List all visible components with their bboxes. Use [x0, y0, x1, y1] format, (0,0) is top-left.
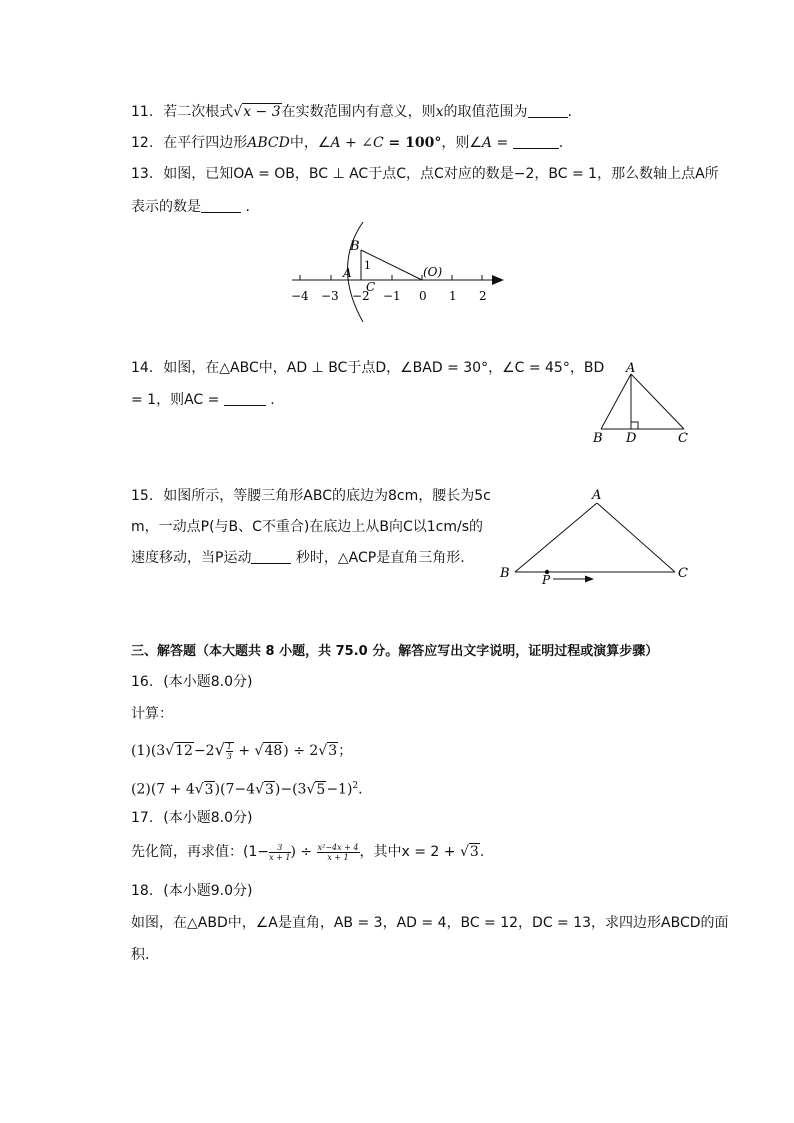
label-c: C: [366, 280, 376, 294]
label-a: A: [592, 488, 602, 503]
angle-a: A: [330, 135, 341, 151]
radicand: 3: [264, 781, 274, 798]
p2-c: )−(3: [274, 781, 307, 798]
period: .: [567, 104, 572, 120]
radicand: 5: [316, 781, 326, 798]
denominator: 3: [226, 751, 232, 761]
q17-mid: ) ÷: [290, 844, 317, 860]
answer-blank[interactable]: [201, 198, 241, 213]
label-b: B: [593, 431, 603, 446]
tick-label: −3: [321, 289, 339, 303]
question-12: [131, 133, 563, 153]
isosceles-triangle-figure: [495, 484, 700, 590]
answer-blank[interactable]: [528, 103, 568, 118]
label-one: 1: [364, 259, 371, 272]
period: .: [245, 199, 250, 215]
tick-label: −1: [383, 289, 401, 303]
question-14-line-1: [131, 358, 604, 378]
variable: x: [435, 104, 444, 120]
question-number: 17.: [131, 810, 154, 826]
denominator: x + 1: [269, 852, 291, 862]
label-p: P: [542, 573, 551, 587]
p1-b: −2: [193, 743, 215, 759]
fraction-2: [317, 843, 360, 862]
question-15-line-1: [131, 486, 491, 506]
radicand: x − 3: [243, 104, 281, 120]
q11-text-b: 在实数范围内有意义，则: [281, 104, 436, 120]
q12-text-c: ，则∠: [441, 135, 482, 151]
q12-eq: = 100°: [383, 135, 442, 151]
question-18-line-2: [131, 945, 149, 965]
radicand: 48: [264, 743, 283, 759]
triangle-abc-figure: [588, 358, 698, 450]
q11-text-c: 的取值范围为: [443, 104, 528, 120]
tick-label: 1: [449, 289, 457, 303]
period: .: [558, 135, 564, 151]
tick-label: −2: [352, 289, 370, 303]
exponent: 2: [352, 781, 359, 791]
q12-text-a: 在平行四边形: [163, 135, 248, 151]
question-15-line-2: [131, 517, 483, 537]
question-17-header: [131, 808, 252, 828]
numerator: 3: [269, 843, 290, 853]
q17-pre: 先化简，再求值：(1−: [131, 844, 270, 860]
p2-b: )(7−4: [214, 781, 256, 798]
tick-label: 0: [419, 289, 427, 303]
question-number: 14.: [131, 360, 154, 376]
question-number: 15.: [131, 488, 154, 504]
p1-e: ；: [338, 743, 353, 759]
question-18-line-1: [131, 913, 729, 933]
period: .: [270, 392, 275, 408]
question-13-line-1: [131, 164, 719, 184]
radical: √x − 3: [233, 104, 281, 120]
radicand: 3: [328, 743, 338, 759]
q15-text-3a: 速度移动，当P运动: [131, 550, 252, 566]
question-number: 16.: [131, 674, 154, 690]
question-number: 11.: [131, 104, 154, 120]
label-d: D: [626, 431, 637, 446]
question-number: 13.: [131, 166, 154, 182]
question-17-body: 先化简，再求值：(1− $\frac{3}{x + 1}$ ) ÷ $\frac{\text{x²−4x + 4}}{x + 1}$ ，其中x = 2 + √3.: [131, 842, 485, 862]
p1-c: +: [238, 743, 251, 759]
side-ac: [631, 374, 684, 429]
motion-arrow-head: [585, 576, 594, 583]
label-c: C: [678, 431, 688, 446]
q15-text: 如图所示，等腰三角形ABC的底边为8cm，腰长为5c: [163, 488, 491, 504]
q12-plus: + ∠: [340, 135, 373, 151]
radicand: 12: [175, 743, 193, 759]
question-14-line-2: [131, 390, 275, 410]
right-angle-mark: [631, 422, 638, 429]
period: .: [358, 781, 363, 798]
q14-text: 如图，在△ABC中，AD ⊥ BC于点D，∠BAD = 30°，∠C = 45°，BD: [163, 360, 605, 376]
label-o: (O): [423, 265, 443, 279]
q13-text: 如图，已知OA = OB，BC ⊥ AC于点C，点C对应的数是−2，BC = 1，那么数轴上点A所: [163, 166, 719, 182]
axis-arrow: [492, 275, 504, 285]
fraction-1: [269, 843, 290, 862]
side-ac: [597, 503, 675, 572]
answer-blank[interactable]: [251, 549, 291, 564]
p2-d: −1): [326, 781, 353, 798]
section-heading: [131, 642, 658, 662]
label-c: C: [678, 566, 688, 581]
question-16-header: [131, 672, 252, 692]
answer-blank[interactable]: [513, 134, 559, 149]
q18-text-2: 积.: [131, 947, 150, 963]
radicand: 3: [204, 781, 214, 798]
label-b: B: [350, 239, 360, 254]
label-a: A: [626, 361, 636, 376]
question-13-line-2: [131, 197, 250, 217]
question-11: [131, 102, 572, 122]
side-ab: [601, 374, 631, 429]
q12-eq2: =: [492, 135, 513, 151]
q11-text-a: 若二次根式: [163, 104, 234, 120]
q13-text-2: 表示的数是: [131, 199, 201, 215]
label-a: A: [343, 266, 352, 280]
shape-name: ABCD: [247, 135, 290, 151]
answer-blank[interactable]: [224, 391, 266, 406]
q12-text-b: 中，∠: [289, 135, 331, 151]
tick-label: −4: [291, 289, 309, 303]
q15-text-3b: 秒时，△ACP是直角三角形.: [295, 550, 465, 566]
question-16-part-1: (1)(3√12−2√ $\frac{1}{3}$ + √48) ÷ 2√3；: [131, 740, 353, 761]
q17-post: ，其中x = 2 +: [359, 844, 460, 860]
q14-text-2: = 1，则AC =: [131, 392, 220, 408]
score-note: (本小题8.0分): [163, 810, 253, 826]
p1-d: ) ÷ 2: [283, 743, 319, 759]
question-16-intro: [131, 704, 173, 724]
question-16-part-2: $(2)(7 + 4√3)(7-4√3)-(3√5-1)^2$.: [131, 781, 363, 798]
numerator: 1: [226, 741, 232, 751]
score-note: (本小题8.0分): [163, 674, 253, 690]
p2-a: (2)(7 + 4: [131, 781, 195, 798]
q15-text-2: m，一动点P(与B、C不重合)在底边上从B向C以1cm/s的: [131, 519, 484, 535]
label-b: B: [500, 566, 510, 581]
denominator: x + 1: [327, 852, 349, 862]
number-line-figure: [280, 222, 520, 322]
q16-intro: 计算：: [131, 706, 173, 722]
question-number: 12.: [131, 135, 154, 151]
tick-label: 2: [479, 289, 487, 303]
angle-a2: A: [481, 135, 493, 151]
question-number: 18.: [131, 883, 154, 899]
question-18-header: [131, 881, 252, 901]
side-ab: [515, 503, 597, 572]
numerator: x²−4x + 4: [317, 842, 359, 852]
radicand: 3: [469, 844, 479, 860]
fraction: [226, 742, 233, 761]
angle-c: C: [372, 135, 384, 151]
section-title: 三、解答题（本大题共 8 小题，共 75.0 分。解答应写出文字说明，证明过程或演算步骤）: [131, 644, 659, 659]
score-note: (本小题9.0分): [163, 883, 253, 899]
q18-text: 如图，在△ABD中，∠A是直角，AB = 3，AD = 4，BC = 12，DC = 13，求四边形ABCD的面: [131, 915, 729, 931]
question-15-line-3: [131, 548, 465, 568]
p1-a: (1)(3: [131, 743, 166, 759]
period: .: [479, 844, 485, 860]
